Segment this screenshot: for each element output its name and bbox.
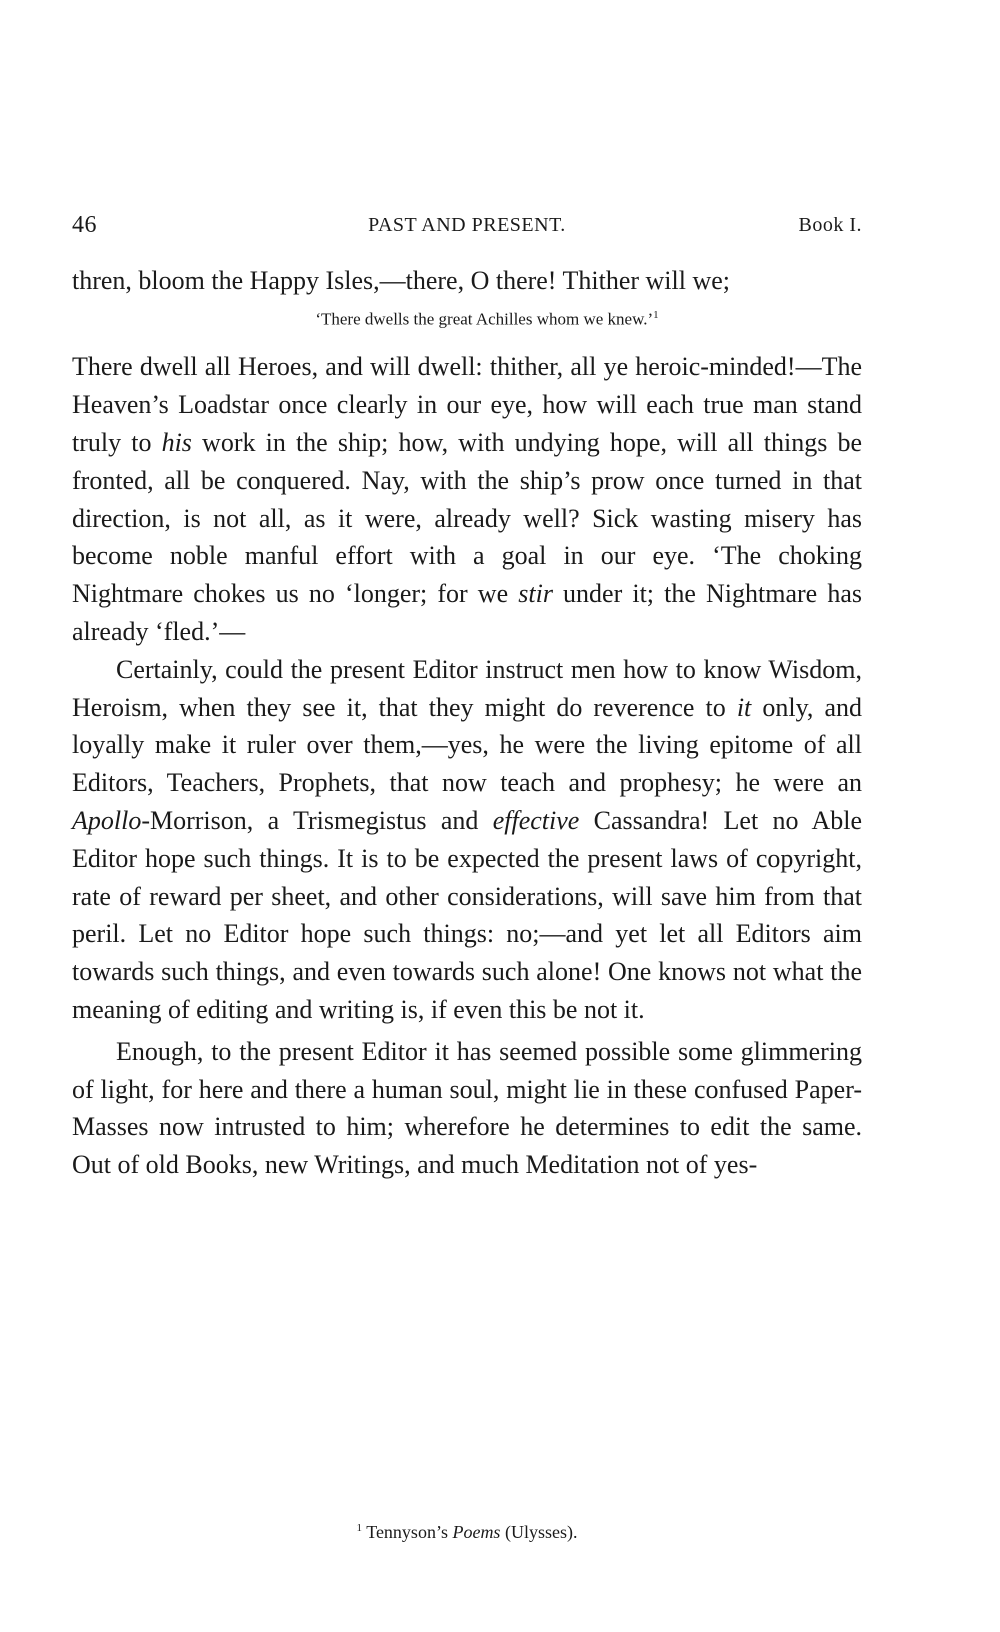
paragraph-2-emphasis-stir: stir [518, 579, 553, 609]
paragraph-3-emphasis-effective: effective [492, 806, 580, 836]
paragraph-3-emphasis-apollo: Apollo [72, 806, 142, 836]
quote-text: ‘There dwells the great Achilles whom we knew.’ [315, 309, 654, 329]
paragraph-1: thren, bloom the Happy Isles,—there, O there! Thither will we; [72, 266, 731, 295]
paragraph-4: Enough, to the present Editor it has seemed possible some glimmering of light, for here and there a human soul, might lie in these confused Paper-Masses now intrusted to him; wherefore he determines to edit the same. Out of old Books, new Writings, and much Meditation not of yes- [72, 1036, 862, 1180]
running-title: PAST AND PRESENT. [368, 214, 566, 236]
paragraph-3-emphasis-it: it [736, 692, 752, 722]
footnote-emphasis-poems: Poems [452, 1522, 501, 1542]
footnote-ref: 1 [653, 308, 659, 321]
paragraph-2-text-a: There dwell all Heroes, and will dwell: thither, all ye heroic-minded!—The Heaven’s Loadstar once clearly in our eye, how will each true man stand truly to [72, 352, 862, 458]
paragraph-2-text-b: work in the ship; how, with undying hope, will all things be fronted, all be conquered. Nay, with the ship’s prow once turned in that direction, is not all, as it were, already well? Sick wasting misery has become noble manful effort with a goal in our eye. ‘The choking Nightmare chokes us no ‘longer; for we [72, 428, 862, 609]
paragraph-3-text-c: -Morrison, a Trismegistus and [141, 806, 493, 836]
page-body [72, 262, 862, 1184]
footnote-marker: 1 [356, 1522, 363, 1534]
footnote [72, 1522, 862, 1543]
block-quote [72, 302, 862, 333]
paragraph-2-text-c: under it; the Nightmare has already ‘fled.’— [72, 579, 862, 647]
paragraph-3-text-b: only, and loyally make it ruler over them,—yes, he were the living epitome of all Editors, Teachers, Prophets, that now teach and prophesy; he were an [72, 692, 862, 798]
paragraph-2 [72, 348, 862, 650]
paragraph-3-text-a: Certainly, could the present Editor instruct men how to know Wisdom, Heroism, when they see it, that they might do reverence to [72, 654, 862, 722]
paragraph-3 [72, 651, 862, 1029]
footnote-text-a: Tennyson’s [362, 1522, 453, 1542]
footnote-text-b: (Ulysses). [500, 1522, 578, 1542]
paragraph-3-text-d: Cassandra! Let no Able Editor hope such things. It is to be expected the present laws of copyright, rate of reward per sheet, and other considerations, will save him from that peril. Let no Editor hope such things: no;—and yet let all Editors aim towards such things, and even towards such alone! One knows not what the meaning of editing and writing is, if even this be not it. [72, 806, 862, 1024]
page-number: 46 [72, 212, 97, 238]
book-label: Book I. [798, 214, 862, 236]
paragraph-2-emphasis-his: his [161, 428, 192, 458]
running-header [72, 214, 862, 244]
